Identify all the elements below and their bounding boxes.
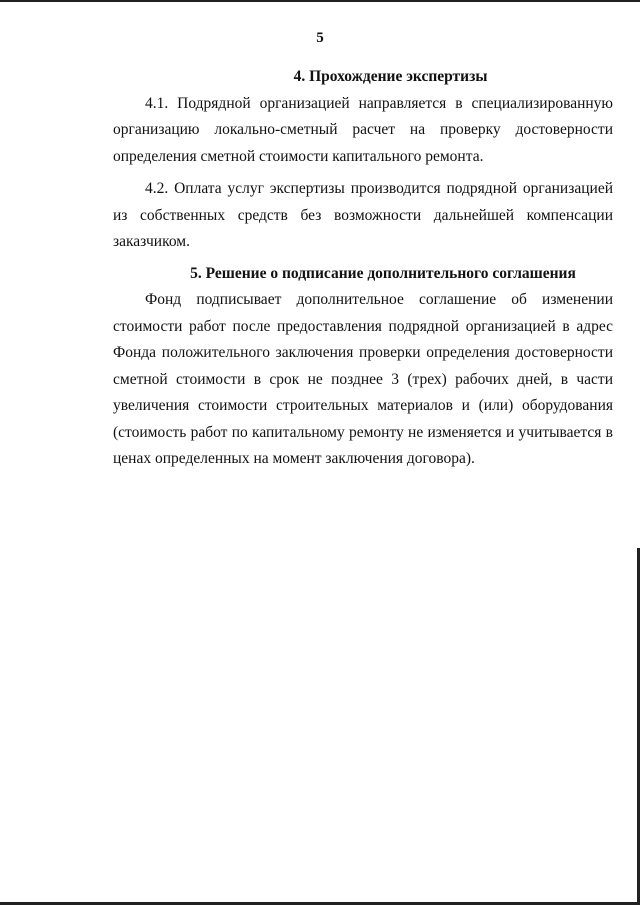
page-number: 5: [316, 30, 324, 46]
section-4-title: 4. Прохождение экспертизы: [293, 68, 488, 85]
scan-edge-top: [0, 0, 640, 2]
paragraph-5-1: Фонд подписывает дополнительное соглашение об изменении стоимости работ после предоставления подрядной организацией в адрес Фонда положительного заключения проверки определения достоверности сметной стоимости в срок не позднее 3 (трех) рабочих дней, в части увеличения стоимости строительных материалов и (или) оборудования (стоимость работ по капитальному ремонту не изменяется и учитывается в ценах определенных на момент заключения договора).: [113, 291, 613, 467]
section-5-title: 5. Решение о подписание дополнительного соглашения: [190, 264, 576, 282]
paragraph-4-2: 4.2. Оплата услуг экспертизы производится подрядной организацией из собственных средств без возможности дальнейшей компенсации заказчиком.: [113, 180, 613, 250]
document-body: [113, 64, 613, 473]
paragraph-4-1: 4.1. Подрядной организацией направляется в специализированную организацию локально-сметный расчет на проверку достоверности определения сметной стоимости капитального ремонта.: [113, 94, 613, 165]
